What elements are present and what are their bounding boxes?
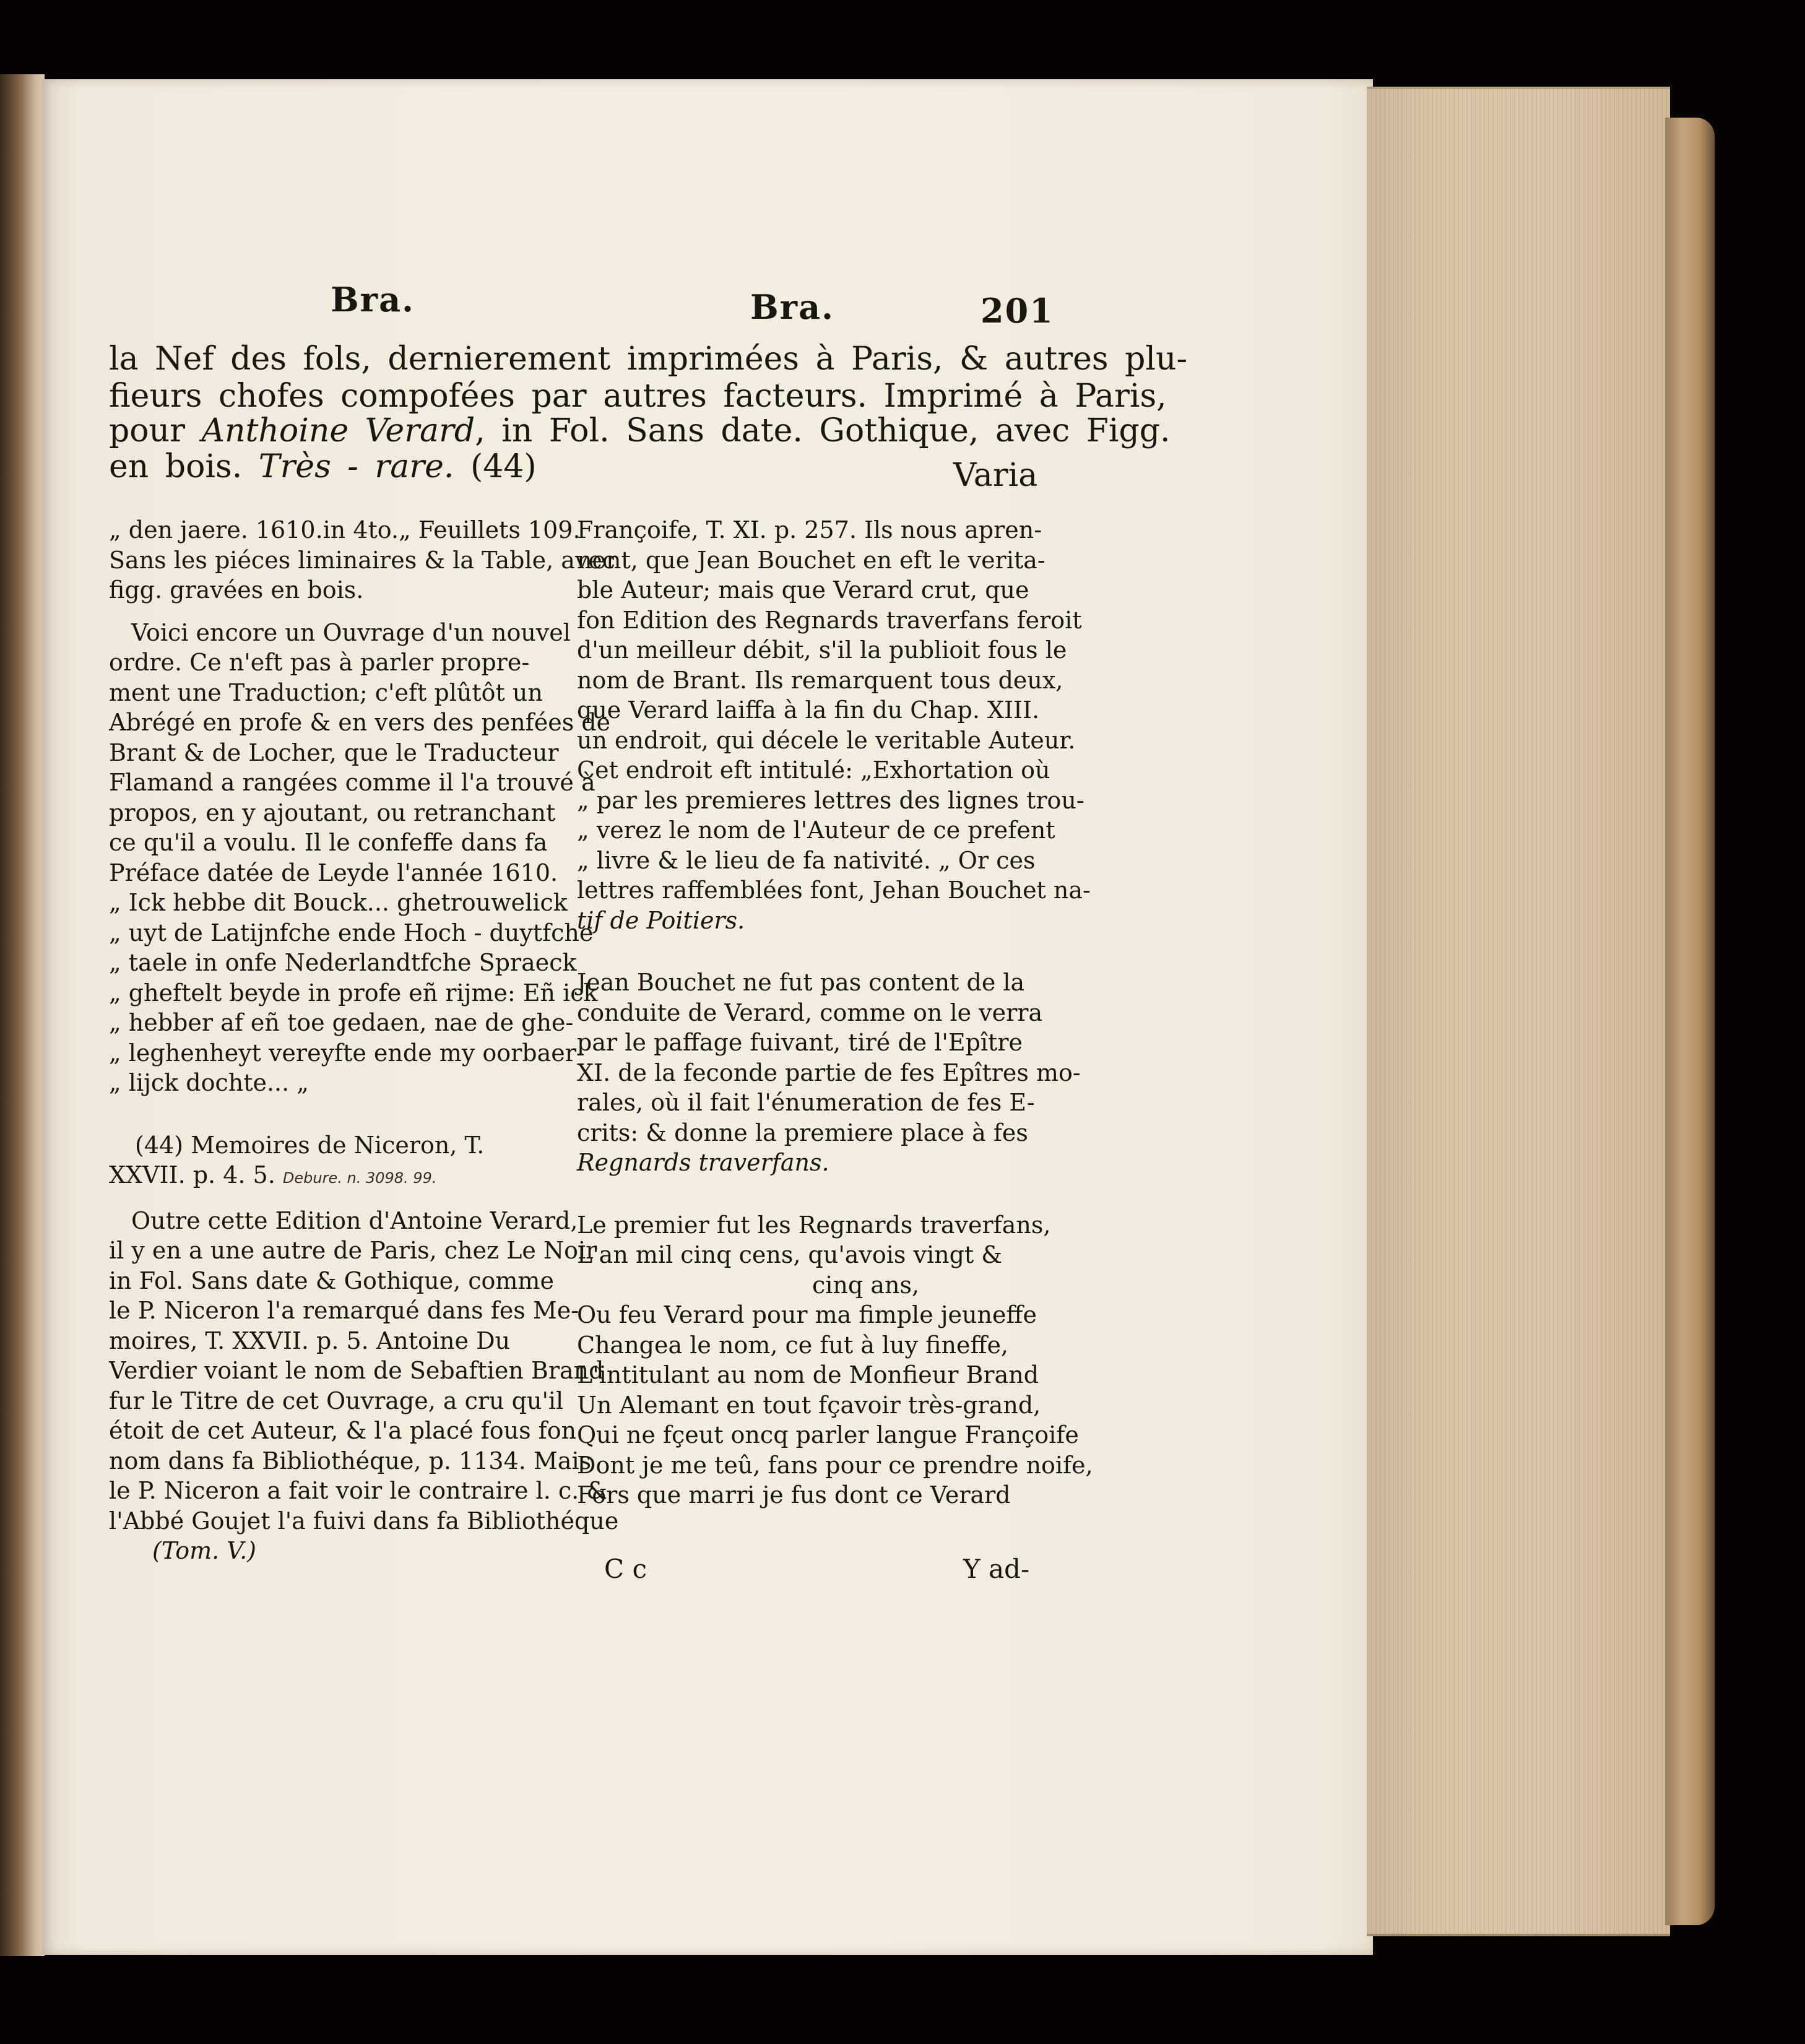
left-para-2: Voici encore un Ouvrage d'un nouvel ordre. Ce n'eft pas à parler propre- ment une Traduction; c'eft plûtôt un Abrégé en profe & en vers des penfées de Brant & de Locher, que le Traducteur Flamand a rangées comme il l'a trouvé à propos, en y ajoutant, ou retranchant ce qu'il a voulu. Il le confeffe dans fa Préface datée de Leyde l'année 1610. „ Ick hebbe dit Bouck... ghetrouwelick „ uyt de Latijnfche ende Hoch - duytfche „ taele in onfe Nederlandtfche Spraeck „ gheftelt beyde in profe eñ rijme: Eñ ick „ hebber af eñ toe gedaen, nae de ghe- „ leghenheyt vereyfte ende my oorbaer- „ lijck dochte... „ <box>109 618 611 1096</box>
footnote-44: (44) Memoires de Niceron, T. XXVII. p. 4. 5. Debure. n. 3098. 99. <box>109 1131 485 1189</box>
page-number: 201 <box>980 291 1054 331</box>
intro-line-3: pour Anthoine Verard, in Fol. Sans date. Gothique, avec Figg. <box>109 412 1171 449</box>
right-column <box>577 515 1093 1510</box>
intro-line-2: fieurs chofes compofées par autres facteurs. Imprimé à Paris, <box>109 378 1167 415</box>
left-column <box>109 515 619 1566</box>
left-page-edge <box>0 74 45 1956</box>
left-para-3: Outre cette Edition d'Antoine Verard, il y en a une autre de Paris, chez Le Noir in Fol. Sans date & Gothique, comme le P. Niceron l'a remarqué dans fes Me- moires, T. XXVII. p. 5. Antoine Du Verdier voiant le nom de Sebaftien Brand fur le Titre de cet Ouvrage, a cru qu'il étoit de cet Auteur, & l'a placé fous fon nom dans fa Bibliothéque, p. 1134. Mais le P. Niceron a fait voir le contraire l. c. & l'Abbé Goujet l'a fuivi dans fa Bibliothéque <box>109 1206 619 1535</box>
book-cover-edge <box>1665 118 1715 1925</box>
left-running-head: Bra. <box>331 280 415 319</box>
right-para-2: Jean Bouchet ne fut pas content de la conduite de Verard, comme on le verra par le paffage fuivant, tiré de l'Epître XI. de la feconde partie de fes Epîtres mo- rales, où il fait l'énumeration de fes E- crits: & donne la premiere place à fes Regnards traverfans. <box>577 969 1081 1176</box>
right-para-1: Françoife, T. XI. p. 257. Ils nous apren- nent, que Jean Bouchet en eft le verita- ble Auteur; mais que Verard crut, que fon Edition des Regnards traverfans feroit d'un meilleur débit, s'il la publioit fous le nom de Brant. Ils remarquent tous deux, que Verard laiffa à la fin du Chap. XIII. un endroit, qui décele le veritable Auteur. Cet endroit eft intitulé: „Exhortation où „ par les premieres lettres des lignes trou- „ verez le nom de l'Auteur de ce prefent „ livre & le lieu de fa nativité. „ Or ces lettres raffemblées font, Jehan Bouchet na- tif de Poitiers. <box>577 516 1091 934</box>
intro-line-4: en bois. Très - rare. (44) <box>109 448 537 485</box>
left-para-1: „ den jaere. 1610.in 4to.„ Feuillets 109. Sans les piéces liminaires & la Table, avec figg. gravées en bois. <box>109 516 616 604</box>
intro-catchword: Varia <box>953 457 1038 494</box>
right-catchword: Y ad- <box>963 1554 1030 1584</box>
page-block-edges <box>1367 87 1670 1936</box>
verse-quotation: Le premier fut les Regnards traverfans, L'an mil cinq cens, qu'avois vingt & cinq ans, Ou feu Verard pour ma fimple jeuneffe Changea le nom, ce fut à luy fineffe, L'intitulant au nom de Monfieur Brand Un Alemant en tout fçavoir très-grand, Qui ne fçeut oncq parler langue Françoife Dont je me teû, fans pour ce prendre noife, Fors que marri je fus dont ce Verard <box>577 1211 1093 1509</box>
intro-line-1: la Nef des fols, dernierement imprimées à Paris, & autres plu- <box>109 340 1188 378</box>
handwritten-note: Debure. n. 3098. 99. <box>282 1169 437 1187</box>
signature-mark: C c <box>604 1554 647 1584</box>
right-running-head: Bra. <box>750 287 834 327</box>
left-catchword: (Tom. V.) <box>152 1537 256 1564</box>
